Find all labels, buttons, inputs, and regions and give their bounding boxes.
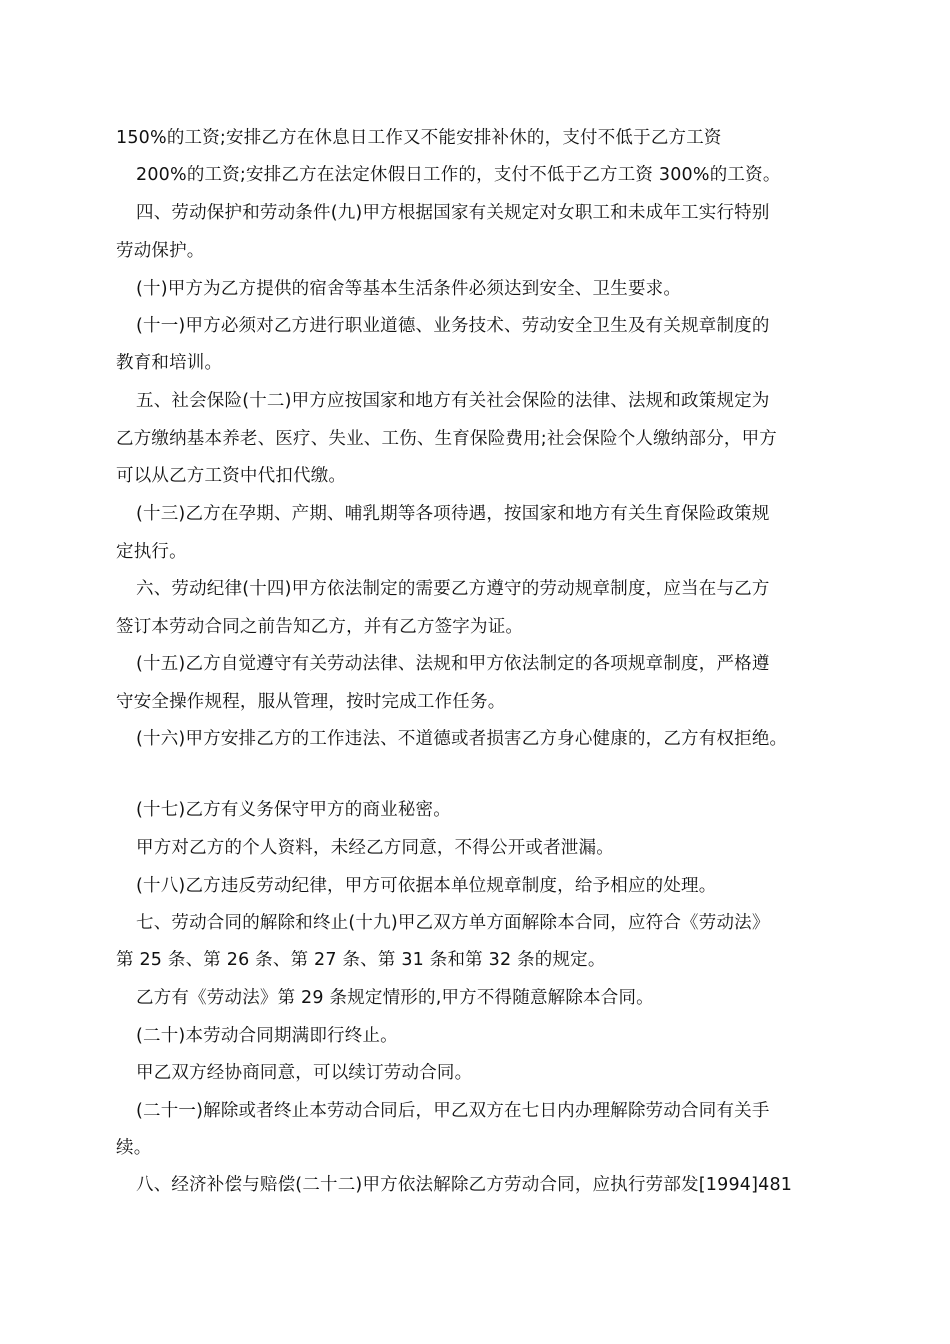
text-line: 可以从乙方工资中代扣代缴。 xyxy=(116,466,347,486)
text-line: 四、劳动保护和劳动条件(九)甲方根据国家有关规定对女职工和未成年工实行特别 xyxy=(136,203,770,223)
text-line: 200%的工资;安排乙方在法定休假日工作的，支付不低于乙方工资 300%的工资。 xyxy=(136,165,781,185)
text-line: (二十一)解除或者终止本劳动合同后，甲乙双方在七日内办理解除劳动合同有关手 xyxy=(136,1101,770,1121)
text-line: 守安全操作规程，服从管理，按时完成工作任务。 xyxy=(116,692,506,712)
text-line: (十三)乙方在孕期、产期、哺乳期等各项待遇，按国家和地方有关生育保险政策规 xyxy=(136,504,770,524)
text-line: 七、劳动合同的解除和终止(十九)甲乙双方单方面解除本合同，应符合《劳动法》 xyxy=(136,913,770,933)
text-line: 乙方缴纳基本养老、医疗、失业、工伤、生育保险费用;社会保险个人缴纳部分，甲方 xyxy=(116,429,777,449)
text-line: 乙方有《劳动法》第 29 条规定情形的,甲方不得随意解除本合同。 xyxy=(136,988,654,1008)
text-line: (十六)甲方安排乙方的工作违法、不道德或者损害乙方身心健康的，乙方有权拒绝。 xyxy=(136,729,788,749)
text-line: 签订本劳动合同之前告知乙方，并有乙方签字为证。 xyxy=(116,617,524,637)
text-line: 定执行。 xyxy=(116,542,187,562)
text-line: 劳动保护。 xyxy=(116,241,205,261)
text-line: 甲乙双方经协商同意，可以续订劳动合同。 xyxy=(136,1063,473,1083)
text-line: (十五)乙方自觉遵守有关劳动法律、法规和甲方依法制定的各项规章制度，严格遵 xyxy=(136,654,770,674)
text-line: (十七)乙方有义务保守甲方的商业秘密。 xyxy=(136,800,451,820)
text-line: 第 25 条、第 26 条、第 27 条、第 31 条和第 32 条的规定。 xyxy=(116,950,606,970)
text-line: 150%的工资;安排乙方在休息日工作又不能安排补休的，支付不低于乙方工资 xyxy=(116,128,722,148)
text-line: 续。 xyxy=(116,1138,152,1158)
text-line: (十八)乙方违反劳动纪律，甲方可依据本单位规章制度，给予相应的处理。 xyxy=(136,876,717,896)
text-line: 八、经济补偿与赔偿(二十二)甲方依法解除乙方劳动合同，应执行劳部发[1994]481 xyxy=(136,1175,793,1195)
text-line: (二十)本劳动合同期满即行终止。 xyxy=(136,1026,398,1046)
text-line: 甲方对乙方的个人资料，未经乙方同意，不得公开或者泄漏。 xyxy=(136,838,614,858)
text-line: (十一)甲方必须对乙方进行职业道德、业务技术、劳动安全卫生及有关规章制度的 xyxy=(136,316,770,336)
text-line: 六、劳动纪律(十四)甲方依法制定的需要乙方遵守的劳动规章制度，应当在与乙方 xyxy=(136,579,770,599)
text-line: 教育和培训。 xyxy=(116,353,223,373)
text-line: (十)甲方为乙方提供的宿舍等基本生活条件必须达到安全、卫生要求。 xyxy=(136,279,682,299)
text-line: 五、社会保险(十二)甲方应按国家和地方有关社会保险的法律、法规和政策规定为 xyxy=(136,391,770,411)
